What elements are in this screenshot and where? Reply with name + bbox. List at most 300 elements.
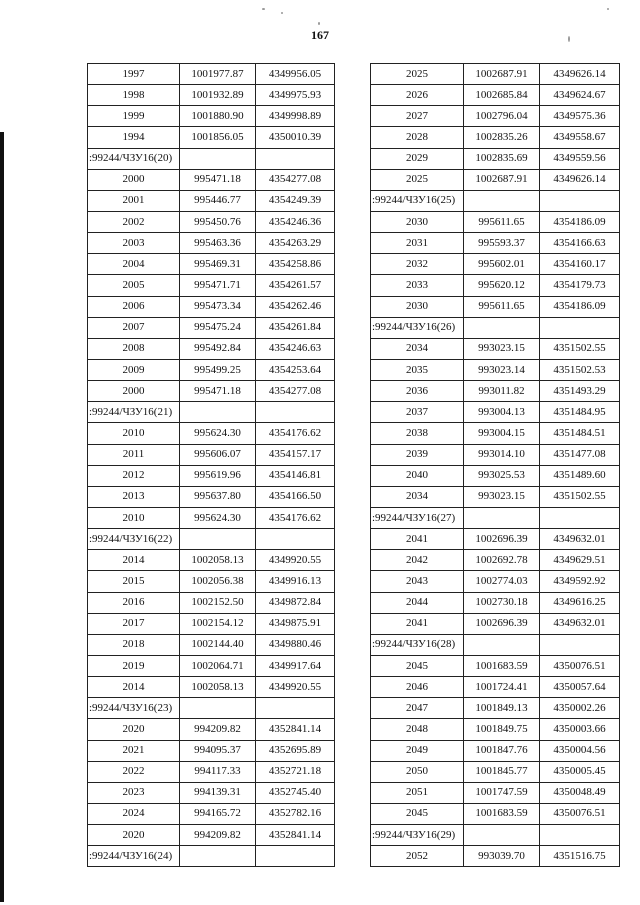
x-coordinate: 994209.82 [180,825,256,846]
point-number: 2000 [88,381,180,402]
y-coordinate: 4352782.16 [256,803,335,824]
point-number: 2017 [88,613,180,634]
y-coordinate: 4354262.46 [256,296,335,317]
table-row [371,169,620,190]
y-coordinate: 4349558.67 [540,127,620,148]
table-row [88,106,335,127]
table-row [371,148,620,169]
table-row [371,592,620,613]
point-number: 2009 [88,359,180,380]
y-coordinate: 4352841.14 [256,719,335,740]
y-coordinate: 4354253.64 [256,359,335,380]
x-coordinate: 1001977.87 [180,64,256,85]
point-number: 2051 [371,782,464,803]
x-coordinate: 1001847.76 [464,740,540,761]
table-row [88,190,335,211]
y-coordinate: 4349624.67 [540,85,620,106]
x-coordinate: 1002696.39 [464,613,540,634]
x-coordinate: 995602.01 [464,254,540,275]
y-coordinate: 4354166.50 [256,486,335,507]
x-coordinate: 1002692.78 [464,550,540,571]
x-coordinate: 1002835.26 [464,127,540,148]
parcel-id: :99244/ЧЗУ16(24) [88,846,180,867]
x-coordinate: 993023.15 [464,338,540,359]
table-row [371,803,620,824]
point-number: 2045 [371,655,464,676]
table-row [371,64,620,85]
x-coordinate: 993023.15 [464,486,540,507]
x-coordinate: 1002056.38 [180,571,256,592]
scan-speck [281,12,283,14]
x-coordinate: 994095.37 [180,740,256,761]
point-number: 2024 [88,803,180,824]
y-coordinate: 4354186.09 [540,211,620,232]
table-row [88,423,335,444]
x-coordinate: 995473.34 [180,296,256,317]
y-coordinate: 4352695.89 [256,740,335,761]
x-coordinate: 1002696.39 [464,529,540,550]
point-number: 2020 [88,719,180,740]
point-number: 2020 [88,825,180,846]
y-coordinate: 4349629.51 [540,550,620,571]
page-number: 167 [311,28,329,42]
y-coordinate: 4349616.25 [540,592,620,613]
parcel-id: :99244/ЧЗУ16(25) [371,190,464,211]
x-coordinate: 995624.30 [180,423,256,444]
x-coordinate: 1002835.69 [464,148,540,169]
table-row [88,465,335,486]
table-row [88,64,335,85]
point-number: 2044 [371,592,464,613]
table-row [371,423,620,444]
point-number: 2048 [371,719,464,740]
y-coordinate: 4349626.14 [540,64,620,85]
y-coordinate: 4350005.45 [540,761,620,782]
y-coordinate: 4354146.81 [256,465,335,486]
y-coordinate: 4350076.51 [540,803,620,824]
point-number: 2040 [371,465,464,486]
point-number: 2014 [88,550,180,571]
y-coordinate: 4354176.62 [256,507,335,528]
x-coordinate: 995469.31 [180,254,256,275]
x-coordinate: 1001683.59 [464,803,540,824]
point-number: 2025 [371,169,464,190]
x-coordinate: 1001856.05 [180,127,256,148]
parcel-title-row [88,698,335,719]
x-coordinate: 995475.24 [180,317,256,338]
y-coordinate: 4349632.01 [540,529,620,550]
point-number: 2049 [371,740,464,761]
table-row [371,529,620,550]
y-coordinate: 4351502.53 [540,359,620,380]
x-coordinate: 1001747.59 [464,782,540,803]
parcel-title-row [371,317,620,338]
parcel-id: :99244/ЧЗУ16(23) [88,698,180,719]
point-number: 2046 [371,677,464,698]
y-coordinate: 4349920.55 [256,677,335,698]
x-coordinate: 995611.65 [464,211,540,232]
table-row [88,507,335,528]
empty-cell [464,825,540,846]
table-row [371,698,620,719]
point-number: 2007 [88,317,180,338]
x-coordinate: 995593.37 [464,233,540,254]
point-number: 2004 [88,254,180,275]
x-coordinate: 1001845.77 [464,761,540,782]
table-row [371,655,620,676]
table-row [88,127,335,148]
point-number: 2027 [371,106,464,127]
x-coordinate: 995620.12 [464,275,540,296]
x-coordinate: 995446.77 [180,190,256,211]
empty-cell [464,317,540,338]
point-number: 2030 [371,211,464,232]
table-row [88,677,335,698]
point-number: 2022 [88,761,180,782]
y-coordinate: 4351484.51 [540,423,620,444]
table-row [88,634,335,655]
x-coordinate: 1001849.13 [464,698,540,719]
parcel-id: :99244/ЧЗУ16(22) [88,529,180,550]
point-number: 2016 [88,592,180,613]
y-coordinate: 4351477.08 [540,444,620,465]
table-row [371,782,620,803]
y-coordinate: 4354258.86 [256,254,335,275]
x-coordinate: 993014.10 [464,444,540,465]
y-coordinate: 4349575.36 [540,106,620,127]
empty-cell [464,190,540,211]
parcel-title-row [371,634,620,655]
scan-speck [262,8,265,10]
point-number: 2042 [371,550,464,571]
table-row [88,803,335,824]
point-number: 2045 [371,803,464,824]
y-coordinate: 4351489.60 [540,465,620,486]
x-coordinate: 1001849.75 [464,719,540,740]
parcel-id: :99244/ЧЗУ16(20) [88,148,180,169]
empty-cell [180,402,256,423]
empty-cell [540,825,620,846]
y-coordinate: 4354246.63 [256,338,335,359]
y-coordinate: 4352721.18 [256,761,335,782]
y-coordinate: 4351484.95 [540,402,620,423]
table-row [88,782,335,803]
y-coordinate: 4349592.92 [540,571,620,592]
point-number: 2031 [371,233,464,254]
y-coordinate: 4354261.84 [256,317,335,338]
table-row [88,655,335,676]
point-number: 2008 [88,338,180,359]
table-row [88,613,335,634]
point-number: 1997 [88,64,180,85]
point-number: 2029 [371,148,464,169]
table-row [371,719,620,740]
table-row [88,296,335,317]
x-coordinate: 1002687.91 [464,64,540,85]
table-row [371,233,620,254]
parcel-id: :99244/ЧЗУ16(21) [88,402,180,423]
x-coordinate: 995471.18 [180,169,256,190]
parcel-id: :99244/ЧЗУ16(26) [371,317,464,338]
y-coordinate: 4354179.73 [540,275,620,296]
table-row [88,740,335,761]
y-coordinate: 4352841.14 [256,825,335,846]
parcel-id: :99244/ЧЗУ16(27) [371,507,464,528]
x-coordinate: 993025.53 [464,465,540,486]
point-number: 2002 [88,211,180,232]
point-number: 2037 [371,402,464,423]
table-row [371,740,620,761]
table-row [88,571,335,592]
point-number: 2010 [88,423,180,444]
y-coordinate: 4351493.29 [540,381,620,402]
x-coordinate: 995450.76 [180,211,256,232]
y-coordinate: 4349559.56 [540,148,620,169]
point-number: 2014 [88,677,180,698]
y-coordinate: 4354277.08 [256,169,335,190]
point-number: 2030 [371,296,464,317]
table-row [371,444,620,465]
y-coordinate: 4352745.40 [256,782,335,803]
point-number: 2034 [371,486,464,507]
point-number: 2006 [88,296,180,317]
x-coordinate: 993004.13 [464,402,540,423]
point-number: 2025 [371,64,464,85]
y-coordinate: 4349872.84 [256,592,335,613]
point-number: 2039 [371,444,464,465]
table-row [88,169,335,190]
table-row [371,550,620,571]
empty-cell [256,529,335,550]
table-row [371,106,620,127]
y-coordinate: 4349875.91 [256,613,335,634]
table-row [371,275,620,296]
point-number: 2023 [88,782,180,803]
point-number: 1994 [88,127,180,148]
point-number: 1998 [88,85,180,106]
y-coordinate: 4350002.26 [540,698,620,719]
empty-cell [540,507,620,528]
y-coordinate: 4354277.08 [256,381,335,402]
y-coordinate: 4350003.66 [540,719,620,740]
table-row [371,127,620,148]
empty-cell [540,190,620,211]
x-coordinate: 995499.25 [180,359,256,380]
x-coordinate: 993039.70 [464,846,540,867]
x-coordinate: 1002064.71 [180,655,256,676]
y-coordinate: 4350004.56 [540,740,620,761]
scan-speck [318,22,320,25]
table-row [88,275,335,296]
parcel-title-row [88,846,335,867]
point-number: 2032 [371,254,464,275]
y-coordinate: 4354166.63 [540,233,620,254]
y-coordinate: 4354176.62 [256,423,335,444]
point-number: 2041 [371,529,464,550]
y-coordinate: 4351502.55 [540,338,620,359]
point-number: 2038 [371,423,464,444]
point-number: 2003 [88,233,180,254]
x-coordinate: 1002685.84 [464,85,540,106]
parcel-title-row [88,529,335,550]
table-row [371,761,620,782]
x-coordinate: 994209.82 [180,719,256,740]
y-coordinate: 4354249.39 [256,190,335,211]
parcel-title-row [371,825,620,846]
table-row [88,381,335,402]
table-row [88,85,335,106]
point-number: 2012 [88,465,180,486]
empty-cell [256,402,335,423]
table-row [371,571,620,592]
table-row [88,254,335,275]
point-number: 2001 [88,190,180,211]
x-coordinate: 994139.31 [180,782,256,803]
table-row [88,486,335,507]
empty-cell [464,634,540,655]
y-coordinate: 4349626.14 [540,169,620,190]
coordinates-table-left [87,63,335,867]
parcel-title-row [88,402,335,423]
parcel-id: :99244/ЧЗУ16(29) [371,825,464,846]
y-coordinate: 4351516.75 [540,846,620,867]
table-row [371,381,620,402]
table-row [88,592,335,613]
y-coordinate: 4349632.01 [540,613,620,634]
y-coordinate: 4354160.17 [540,254,620,275]
point-number: 2035 [371,359,464,380]
scan-speck [607,8,609,10]
table-row [371,338,620,359]
parcel-title-row [371,190,620,211]
x-coordinate: 995471.18 [180,381,256,402]
x-coordinate: 995463.36 [180,233,256,254]
point-number: 2036 [371,381,464,402]
y-coordinate: 4350010.39 [256,127,335,148]
y-coordinate: 4354263.29 [256,233,335,254]
empty-cell [180,698,256,719]
y-coordinate: 4354246.36 [256,211,335,232]
empty-cell [256,148,335,169]
x-coordinate: 1002154.12 [180,613,256,634]
point-number: 2033 [371,275,464,296]
y-coordinate: 4349916.13 [256,571,335,592]
empty-cell [464,507,540,528]
x-coordinate: 995606.07 [180,444,256,465]
y-coordinate: 4351502.55 [540,486,620,507]
x-coordinate: 995637.80 [180,486,256,507]
table-row [371,613,620,634]
x-coordinate: 995624.30 [180,507,256,528]
point-number: 2043 [371,571,464,592]
parcel-id: :99244/ЧЗУ16(28) [371,634,464,655]
empty-cell [180,148,256,169]
x-coordinate: 1002058.13 [180,550,256,571]
x-coordinate: 1001880.90 [180,106,256,127]
table-row [88,719,335,740]
table-row [88,233,335,254]
y-coordinate: 4354157.17 [256,444,335,465]
y-coordinate: 4354186.09 [540,296,620,317]
empty-cell [180,846,256,867]
point-number: 2034 [371,338,464,359]
empty-cell [540,317,620,338]
x-coordinate: 1002774.03 [464,571,540,592]
y-coordinate: 4350057.64 [540,677,620,698]
empty-cell [256,698,335,719]
point-number: 2018 [88,634,180,655]
empty-cell [540,634,620,655]
x-coordinate: 1002796.04 [464,106,540,127]
point-number: 2013 [88,486,180,507]
point-number: 2052 [371,846,464,867]
x-coordinate: 1001724.41 [464,677,540,698]
x-coordinate: 1002687.91 [464,169,540,190]
table-row [371,85,620,106]
x-coordinate: 1001683.59 [464,655,540,676]
x-coordinate: 1001932.89 [180,85,256,106]
scan-speck [568,36,570,42]
x-coordinate: 995492.84 [180,338,256,359]
point-number: 2010 [88,507,180,528]
table-row [88,359,335,380]
point-number: 2047 [371,698,464,719]
coordinates-table-right [370,63,620,867]
y-coordinate: 4349920.55 [256,550,335,571]
x-coordinate: 993004.15 [464,423,540,444]
y-coordinate: 4350048.49 [540,782,620,803]
point-number: 2019 [88,655,180,676]
point-number: 2021 [88,740,180,761]
table-row [371,296,620,317]
y-coordinate: 4349956.05 [256,64,335,85]
table-row [88,761,335,782]
table-row [88,550,335,571]
parcel-title-row [88,148,335,169]
x-coordinate: 994117.33 [180,761,256,782]
point-number: 2011 [88,444,180,465]
y-coordinate: 4349880.46 [256,634,335,655]
x-coordinate: 1002152.50 [180,592,256,613]
point-number: 2015 [88,571,180,592]
x-coordinate: 993011.82 [464,381,540,402]
table-row [88,338,335,359]
table-row [371,846,620,867]
binding-edge-mark [0,132,4,902]
point-number: 2041 [371,613,464,634]
table-row [371,211,620,232]
table-row [371,486,620,507]
x-coordinate: 1002730.18 [464,592,540,613]
x-coordinate: 994165.72 [180,803,256,824]
table-row [88,444,335,465]
y-coordinate: 4349975.93 [256,85,335,106]
x-coordinate: 995471.71 [180,275,256,296]
x-coordinate: 995619.96 [180,465,256,486]
table-row [371,402,620,423]
point-number: 2005 [88,275,180,296]
x-coordinate: 993023.14 [464,359,540,380]
table-row [88,211,335,232]
y-coordinate: 4354261.57 [256,275,335,296]
table-row [88,317,335,338]
table-row [371,254,620,275]
table-row [371,677,620,698]
x-coordinate: 1002144.40 [180,634,256,655]
table-row [371,359,620,380]
point-number: 1999 [88,106,180,127]
table-row [371,465,620,486]
